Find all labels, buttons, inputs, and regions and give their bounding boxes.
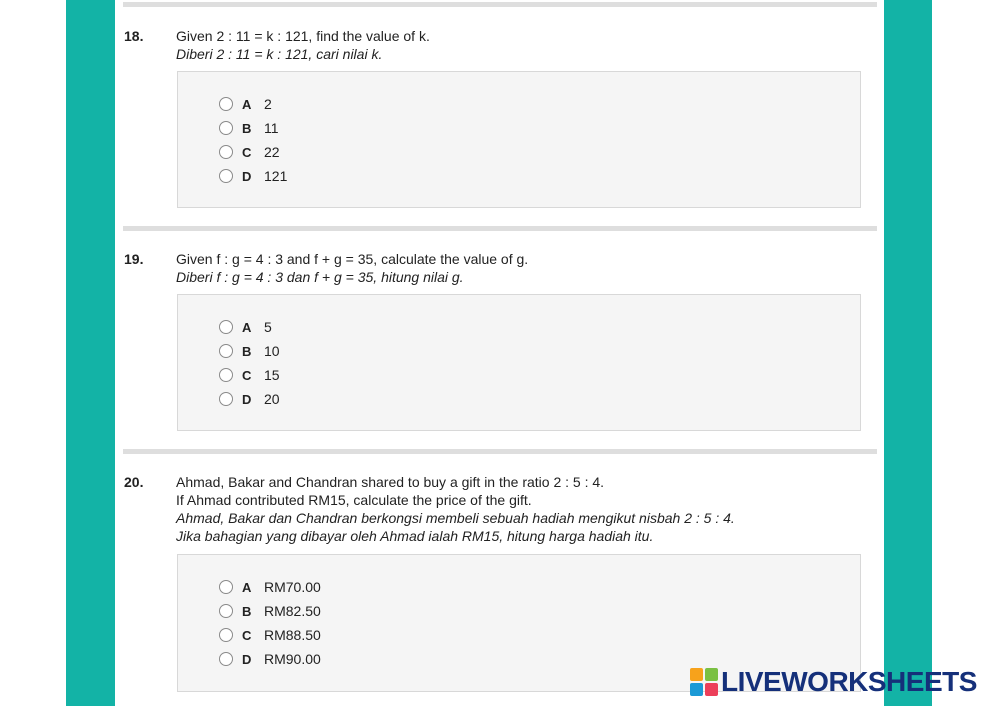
option-b[interactable]	[219, 342, 280, 360]
answer-options-box	[177, 294, 861, 431]
logo-text: LIVEWORKSHEETS	[721, 666, 977, 697]
option-letter: B	[242, 120, 252, 136]
question-text-english: Ahmad, Bakar and Chandran shared to buy a gift in the ratio 2 : 5 : 4.	[176, 474, 605, 490]
option-text: RM90.00	[264, 651, 321, 667]
option-letter: C	[242, 144, 252, 160]
radio-button[interactable]	[219, 368, 233, 382]
option-letter: C	[242, 367, 252, 383]
option-text: RM82.50	[264, 603, 321, 619]
question-number: 19.	[124, 251, 144, 267]
option-text: RM88.50	[264, 627, 321, 643]
option-letter: D	[242, 651, 252, 667]
logo-tiles-icon	[690, 668, 718, 696]
option-text: 22	[264, 144, 280, 160]
question-text-english: If Ahmad contributed RM15, calculate the price of the gift.	[176, 492, 532, 508]
radio-button[interactable]	[219, 604, 233, 618]
option-c[interactable]	[219, 143, 280, 161]
question-divider	[123, 2, 877, 7]
radio-button[interactable]	[219, 580, 233, 594]
option-text: 2	[264, 96, 272, 112]
right-side-band	[884, 0, 932, 706]
radio-button[interactable]	[219, 652, 233, 666]
option-d[interactable]	[219, 390, 280, 408]
option-letter: B	[242, 603, 252, 619]
question-text-malay: Diberi f : g = 4 : 3 dan f + g = 35, hitung nilai g.	[176, 269, 464, 285]
option-text: 15	[264, 367, 280, 383]
option-letter: C	[242, 627, 252, 643]
option-text: 20	[264, 391, 280, 407]
option-text: 10	[264, 343, 280, 359]
question-divider	[123, 449, 877, 454]
option-letter: B	[242, 343, 252, 359]
option-a[interactable]	[219, 95, 272, 113]
option-b[interactable]	[219, 602, 321, 620]
option-a[interactable]	[219, 578, 321, 596]
radio-button[interactable]	[219, 121, 233, 135]
question-text-malay: Ahmad, Bakar dan Chandran berkongsi membeli sebuah hadiah mengikut nisbah 2 : 5 : 4.	[176, 510, 735, 526]
option-d[interactable]	[219, 650, 321, 668]
option-c[interactable]	[219, 626, 321, 644]
option-letter: A	[242, 579, 252, 595]
liveworksheets-logo	[690, 666, 977, 698]
answer-options-box	[177, 71, 861, 208]
radio-button[interactable]	[219, 344, 233, 358]
radio-button[interactable]	[219, 145, 233, 159]
option-d[interactable]	[219, 167, 287, 185]
option-c[interactable]	[219, 366, 280, 384]
question-text-malay: Diberi 2 : 11 = k : 121, cari nilai k.	[176, 46, 383, 62]
option-text: RM70.00	[264, 579, 321, 595]
option-letter: D	[242, 391, 252, 407]
option-text: 11	[264, 120, 279, 136]
question-number: 18.	[124, 28, 144, 44]
radio-button[interactable]	[219, 97, 233, 111]
option-b[interactable]	[219, 119, 279, 137]
option-a[interactable]	[219, 318, 272, 336]
question-text-english: Given f : g = 4 : 3 and f + g = 35, calculate the value of g.	[176, 251, 529, 267]
option-text: 5	[264, 319, 272, 335]
radio-button[interactable]	[219, 169, 233, 183]
radio-button[interactable]	[219, 392, 233, 406]
radio-button[interactable]	[219, 320, 233, 334]
option-letter: D	[242, 168, 252, 184]
question-text-malay: Jika bahagian yang dibayar oleh Ahmad ialah RM15, hitung harga hadiah itu.	[176, 528, 654, 544]
option-letter: A	[242, 319, 252, 335]
left-side-band	[66, 0, 115, 706]
question-text-english: Given 2 : 11 = k : 121, find the value of k.	[176, 28, 430, 44]
radio-button[interactable]	[219, 628, 233, 642]
question-number: 20.	[124, 474, 144, 490]
option-letter: A	[242, 96, 252, 112]
question-divider	[123, 226, 877, 231]
option-text: 121	[264, 168, 288, 184]
